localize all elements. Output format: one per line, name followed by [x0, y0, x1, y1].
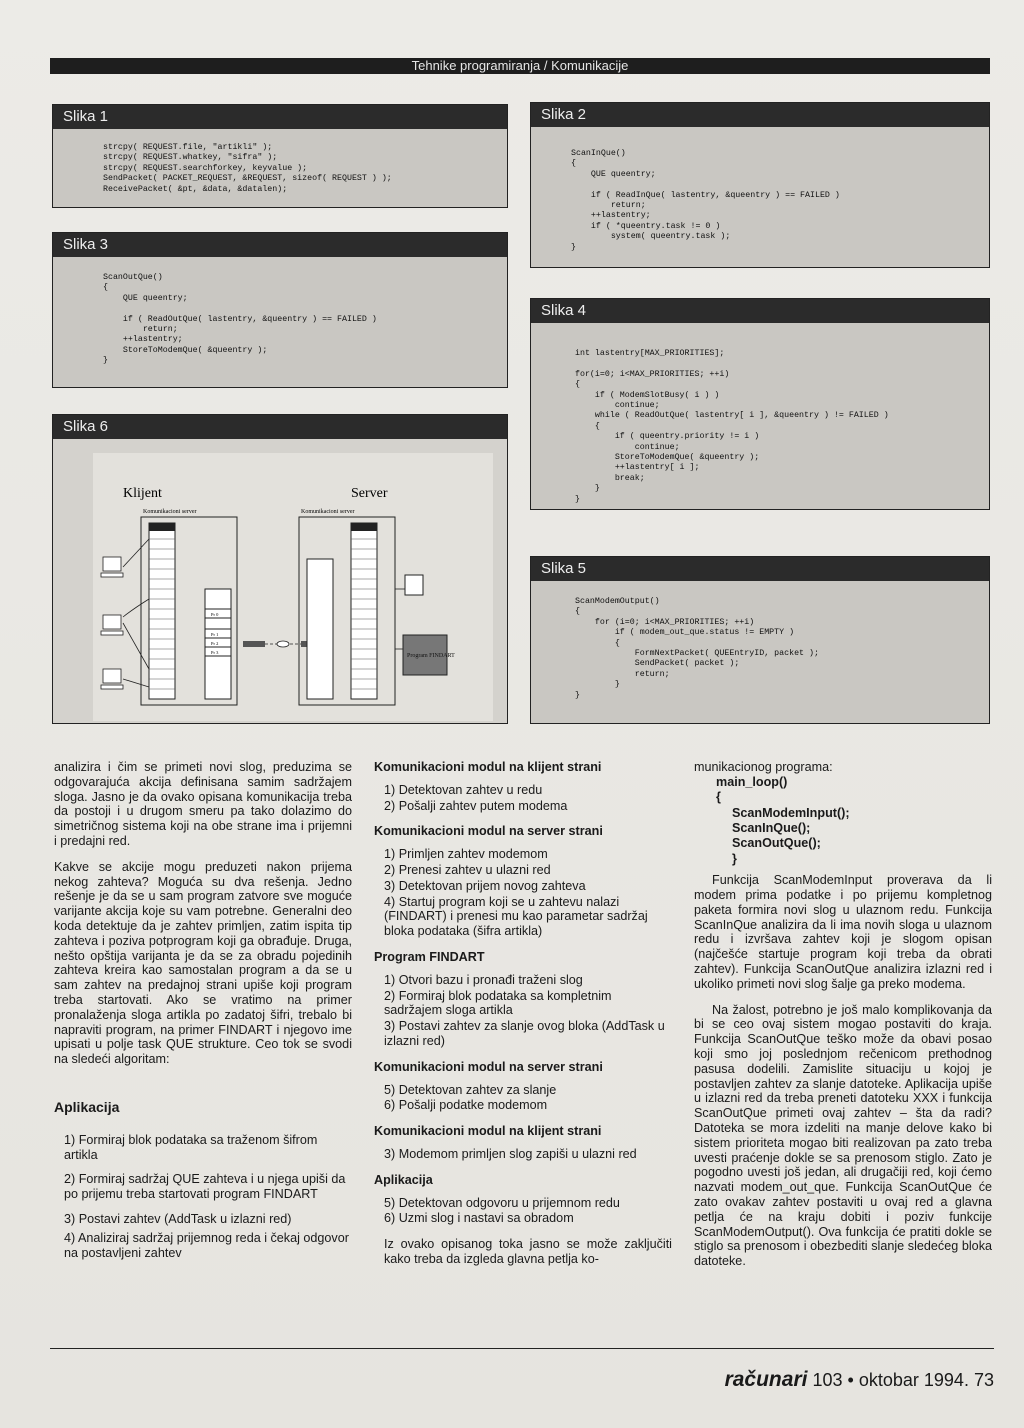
- figure-title: Slika 2: [531, 103, 989, 127]
- list-item: 2) Formiraj blok podataka sa kompletnim sadržajem sloga artikla: [384, 988, 612, 1018]
- section-heading: Program FINDART: [374, 949, 485, 964]
- server-outgoing-queue: [351, 523, 377, 699]
- code-listing: ScanOutQue() { QUE queentry; if ( ReadOutQue( lastentry, &queentry ) == FAILED ) return; ++lastentry; StoreToModemQue( &queentry ); }: [103, 273, 377, 366]
- text-column-2: [374, 760, 672, 1278]
- figure-slika-6: [52, 414, 508, 724]
- main-loop-code: [694, 775, 992, 867]
- priority-label: Pr 0: [211, 612, 219, 617]
- server-computer: [405, 575, 423, 595]
- list-item: 3) Postavi zahtev za slanje ovog bloka (AddTask u izlazni red): [384, 1019, 665, 1048]
- figure-slika-2: [530, 102, 990, 268]
- code-line: {: [716, 790, 721, 805]
- list-item: 1) Primljen zahtev modemom: [384, 847, 548, 862]
- page-footer: [725, 1368, 994, 1392]
- list-item: 1) Formiraj blok podataka sa traženom šifrom artikla: [64, 1132, 318, 1162]
- figure-slika-1: [52, 104, 508, 208]
- section-heading: Aplikacija: [374, 1172, 433, 1187]
- code-listing: ScanInQue() { QUE queentry; if ( ReadInQue( lastentry, &queentry ) == FAILED ) return; ++lastentry; if ( *queentry.task != 0 ) system( queentry.task ); }: [571, 149, 840, 252]
- magazine-logo: računari: [724, 1368, 808, 1391]
- list-item: 1) Detektovan zahtev u redu: [384, 782, 543, 797]
- list-item: 2) Pošalji zahtev putem modema: [384, 798, 568, 813]
- figure-slika-4: [530, 298, 990, 510]
- server-box-label: Komunikacioni server: [301, 509, 355, 515]
- section-header: [50, 58, 990, 74]
- list-item: 4) Startuj program koji se u zahtevu nalazi (FINDART) i prenesi mu kao parametar sadržaj bloka podataka (šifra artikla): [384, 894, 648, 939]
- paragraph: Iz ovako opisanog toka jasno se može zaključiti kako treba da izgleda glavna petlja ko-: [384, 1237, 672, 1266]
- paragraph: Funkcija ScanModemInput proverava da li modem prima podatke i po prijemu kompletnog paketa formira novi slog u ulaznom redu. Funkcija ScanInQue analizira da li ima novih sloga u ulaznom redu i izvršava zahtev koji je slogom opisan (najčešće startuje program koji treba da obrati zahtev). Funkcija ScanOutQue analizira izlazni red i ukoliko primeti novi slog šalje ga preko modema.: [694, 873, 992, 991]
- section-heading: Komunikacioni modul na server strani: [374, 824, 603, 839]
- priority-label: Pr 2: [211, 641, 219, 646]
- code-line: main_loop(): [716, 774, 788, 789]
- paragraph: Na žalost, potrebno je još malo komplikovanja da bi se ceo ovaj sistem mogao postaviti do kraja. Funkcija ScanOutQue teško može da obavi posao koji smo joj poslednjom rečenicom prethodnog pasusa dodelili. Zamislite situaciju u kojoj je postavljen zahtev za slanje datoteke. Aplikacija upiše u izlazni red da treba preneti datoteku XXX i funkcija ScanOutQue primeti ovaj zahtev – šta da radi? Datoteka se mora izdeliti na manje delove kako bi sistem prioriteta mogao biti realizovan pa zato treba uvesti praćenje dokle se sa prenosom stiglo. Zato je pogodno uvesti još jedan, ali drugačiji red, koji ćemo nazvati modem_out_que. Funkcija ScanOutQue će zato ovakav zahtev postaviti u ovaj red a glavna petlja će na kraju dobiti i poziv funkcije ScanModemOutput(). Ova funkcija će pratiti dokle se stiglo sa prenosom i obezbediti slanje sledećeg bloka datoteke.: [694, 1002, 992, 1269]
- issue-date: oktobar 1994.: [858, 1370, 969, 1390]
- page-number: 73: [973, 1370, 994, 1390]
- section-heading: Komunikacioni modul na klijent strani: [374, 1124, 602, 1139]
- section-heading: Komunikacioni modul na klijent strani: [374, 760, 602, 774]
- figure-title: Slika 4: [531, 299, 989, 323]
- paragraph: Kakve se akcije mogu preduzeti nakon prijema nekog zahteva? Moguća su dva rešenja. Jedno rešenje je da se u sam program zatvore sve moguće varijante akcija koje su vam potrebne. Generalni deo koda detektuje da je zahtev primljen, zatim ispita tip zahteva i poziva potprogram koji ga obrađuje. Druga, nešto opštija varijanta je da se za obradu pojedinih zahteva kreira kao samostalan program a da se u sam zahtev na predajnoj strani upiše koji program treba startovati. Ako se vratimo na primer pronalaženja sloga artikla po zadatoj šifri, trebalo bi napraviti program, na primer FINDART i njegovo ime upisati u polje task QUE strukture. Ceo tok se svodi na sledeći algoritam:: [54, 859, 352, 1067]
- list-item: 6) Uzmi slog i nastavi sa obradom: [384, 1211, 574, 1226]
- bullet: •: [847, 1370, 854, 1390]
- section-heading: Komunikacioni modul na server strani: [374, 1059, 603, 1074]
- client-box-label: Komunikacioni server: [143, 509, 197, 515]
- code-listing: ScanModemOutput() { for (i=0; i<MAX_PRIORITIES; ++i) if ( modem_out_que.status != EMPTY ) { FormNextPacket( QUEEntryID, packet ); SendPacket( packet ); return; } }: [575, 597, 819, 700]
- list-item: 1) Otvori bazu i pronađi traženi slog: [384, 972, 583, 987]
- section-heading: Aplikacija: [54, 1098, 120, 1115]
- code-listing: int lastentry[MAX_PRIORITIES]; for(i=0; i<MAX_PRIORITIES; ++i) { if ( ModemSlotBusy( i ) ) continue; while ( ReadOutQue( lastentry[ i ], &queentry ) != FAILED ) { if ( queentry.priority != i ) continue; StoreToModemQue( &queentry ); ++lastentry[ i ]; break; } }: [575, 349, 889, 504]
- server-modem-queue: [307, 559, 333, 699]
- list-item: 2) Formiraj sadržaj QUE zahteva i u njega upiši da po prijemu treba startovati program FINDART: [64, 1172, 346, 1202]
- figure-slika-3: [52, 232, 508, 388]
- list-item: 3) Detektovan prijem novog zahteva: [384, 878, 586, 893]
- program-label: Program FINDART: [407, 653, 455, 659]
- list-item: 3) Postavi zahtev (AddTask u izlazni red): [64, 1211, 292, 1226]
- code-listing: strcpy( REQUEST.file, "artikli" ); strcpy( REQUEST.whatkey, "sifra" ); strcpy( REQUEST.searchforkey, keyvalue ); SendPacket( PACKET_REQUEST, &REQUEST, sizeof( REQUEST ) ); ReceivePacket( &pt, &data, &datalen);: [103, 143, 392, 194]
- priority-label: Pr 3: [211, 650, 219, 655]
- list-item: 2) Prenesi zahtev u ulazni red: [384, 862, 551, 877]
- figure-slika-5: [530, 556, 990, 724]
- client-outgoing-queue: [149, 523, 175, 699]
- figure-title: Slika 1: [53, 105, 507, 129]
- text-column-3: [694, 760, 992, 1280]
- list-item: 5) Detektovan zahtev za slanje: [384, 1082, 557, 1097]
- list-item: 5) Detektovan odgovoru u prijemnom redu: [384, 1195, 620, 1210]
- list-item: 6) Pošalji podatke modemom: [384, 1098, 548, 1113]
- server-label: Server: [351, 486, 388, 501]
- section-title: Tehnike programiranja / Komunikacije: [411, 58, 629, 73]
- code-line: ScanOutQue();: [732, 836, 821, 851]
- list-item: 4) Analiziraj sadržaj prijemnog reda i čekaj odgovor na postavljeni zahtev: [64, 1230, 349, 1260]
- paragraph: analizira i čim se primeti novi slog, preduzima se odgovarajuća akcija definisana samim sadržajem sloga. Jasno je da ovako opisana komunikacija treba da postoji i u drugom smeru pa tako dolazimo do simetričnog sistema koji na obe strane ima i prijemni i predajni red.: [54, 760, 352, 848]
- priority-label: Pr 1: [211, 632, 219, 637]
- client-computers: [101, 557, 123, 689]
- footer-rule: [50, 1348, 994, 1349]
- figure-title: Slika 6: [53, 415, 507, 439]
- issue-number: 103: [812, 1370, 843, 1390]
- figure-title: Slika 3: [53, 233, 507, 257]
- code-line: ScanModemInput();: [732, 805, 850, 820]
- figure-title: Slika 5: [531, 557, 989, 581]
- text-column-1: [54, 760, 352, 1261]
- client-server-diagram: [53, 439, 508, 724]
- code-line: ScanInQue();: [732, 821, 811, 836]
- client-label: Klijent: [123, 486, 162, 501]
- paragraph: munikacionog programa:: [694, 760, 833, 774]
- list-item: 3) Modemom primljen slog zapiši u ulazni red: [384, 1146, 637, 1161]
- code-line: }: [732, 851, 737, 866]
